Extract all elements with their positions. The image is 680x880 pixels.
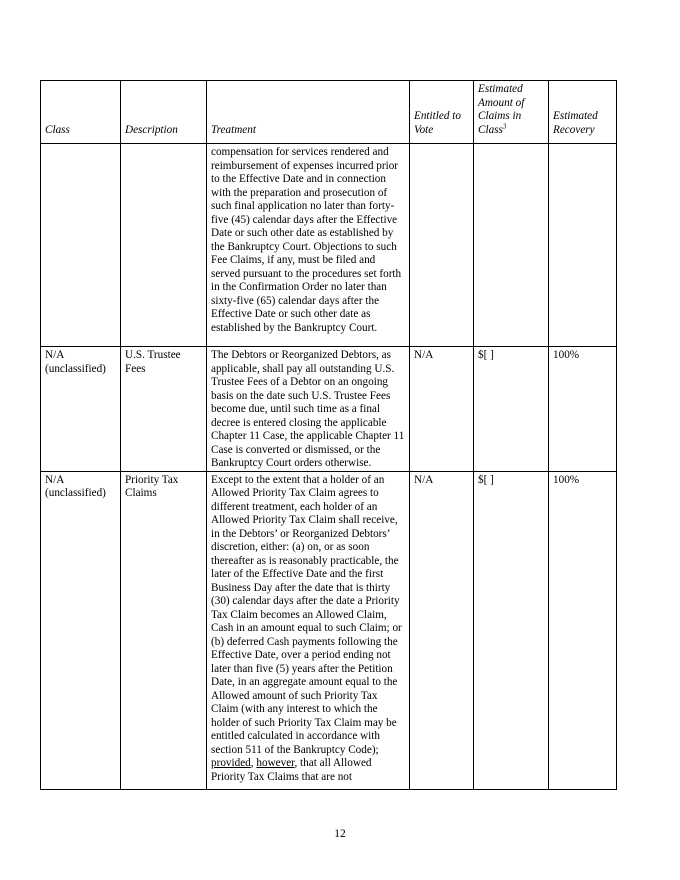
table-row [41,471,617,789]
cell-amount: $[ ] [474,347,549,472]
cell-description [121,144,207,347]
table-header-row [41,81,617,144]
header-treatment: Treatment [207,81,410,144]
cell-vote: N/A [410,471,474,789]
cell-vote: N/A [410,347,474,472]
treatment-text: compensation for services rendered and reimbursement of expenses incurred prior to the Effective Date and in connection with the preparation and prosecution of such final application no later than forty-five (45) calendar days after the Effective Date or such other date as established by the Bankruptcy Court. Objections to such Fee Claims, if any, must be filed and served pursuant to the procedures set forth in the Confirmation Order no later than sixty-five (65) calendar days after the Effective Date or such other date as established by the Bankruptcy Court. [211,146,402,334]
cell-recovery: 100% [549,347,617,472]
treatment-comma: , [250,757,257,769]
cell-description: Priority Tax Claims [121,471,207,789]
footnote-marker: 3 [502,121,507,130]
cell-recovery [549,144,617,347]
cell-treatment [207,347,410,472]
header-entitled-to-vote: Entitled to Vote [410,81,474,144]
treatment-main-text: Except to the extent that a holder of an Allowed Priority Tax Claim agrees to different treatment, each holder of an Allowed Priority Tax Claim shall receive, in the Debtors’ or Reorganized Debtors’ discretion, either: (a) on, or as soon thereafter as is reasonably practicable, the later of the Effective Date and the first Business Day after the date that is thirty (30) calendar days after the date a Priority Tax Claim becomes an Allowed Claim, Cash in an amount equal to such Claim; or (b) deferred Cash payments following the Effective Date, over a period ending not later than five (5) years after the Petition Date, in an aggregate amount equal to the Allowed amount of such Priority Tax Claim (with any interest to which the holder of such Priority Tax Claim may be entitled calculated in accordance with section 511 of the Bankruptcy Code); [211,473,402,756]
treatment-text: The Debtors or Reorganized Debtors, as applicable, shall pay all outstanding U.S. Trustee Fees of a Debtor on an ongoing basis on the date such U.S. Trustee Fees become due, until such time as a final decree is entered closing the applicable Chapter 11 Case, the applicable Chapter 11 Case is converted or dismissed, or the Bankruptcy Court orders otherwise. [211,349,405,469]
header-class: Class [41,81,121,144]
cell-recovery: 100% [549,471,617,789]
cell-class: N/A (unclassified) [41,471,121,789]
cell-vote [410,144,474,347]
table-row [41,144,617,347]
treatment-tail-text: , that all Allowed Priority Tax Claims that are not [211,757,372,783]
header-estimated-amount [474,81,549,144]
treatment-text [211,474,407,785]
cell-class: N/A (unclassified) [41,347,121,472]
cell-amount [474,144,549,347]
cell-treatment [207,471,410,789]
header-description: Description [121,81,207,144]
cell-treatment [207,144,410,347]
header-estimated-recovery: Estimated Recovery [549,81,617,144]
cell-description: U.S. Trustee Fees [121,347,207,472]
however-underlined: however [256,757,295,769]
cell-amount: $[ ] [474,471,549,789]
cell-class [41,144,121,347]
page-number: 12 [334,828,346,840]
table-row [41,347,617,472]
provided-underlined: provided [211,757,251,769]
plan-classification-table [40,80,617,790]
header-estimated-amount-text: Estimated Amount of Claims in Class [478,83,525,136]
